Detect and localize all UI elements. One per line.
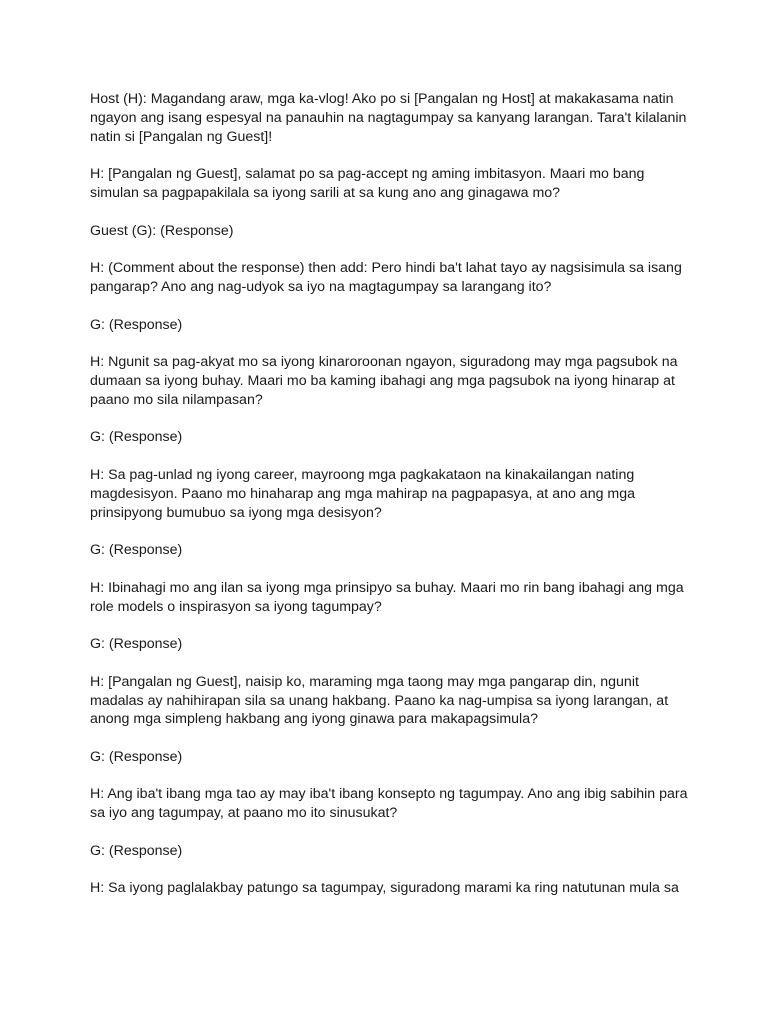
text-line: dumaan sa iyong buhay. Maari mo ba kaming ibahagi ang mga pagsubok na iyong hinarap at	[90, 372, 675, 389]
text-line: H: Ngunit sa pag-akyat mo sa iyong kinaroroonan ngayon, siguradong may mga pagsubok na	[90, 354, 678, 371]
text-line: G: (Response)	[90, 542, 183, 559]
paragraph	[90, 428, 690, 447]
text-line: sa iyo ang tagumpay, at paano mo ito sinusukat?	[90, 805, 398, 822]
paragraph	[90, 785, 690, 823]
paragraph	[90, 316, 690, 335]
text-line: G: (Response)	[90, 429, 183, 446]
text-line: H: [Pangalan ng Guest], salamat po sa pag-accept ng aming imbitasyon. Maari mo bang	[90, 166, 645, 183]
text-line: simulan sa pagpapakilala sa iyong sarili at sa kung ano ang ginagawa mo?	[90, 184, 561, 201]
text-line: Guest (G): (Response)	[90, 222, 234, 239]
text-line: G: (Response)	[90, 842, 183, 859]
text-line: H: Ibinahagi mo ang ilan sa iyong mga prinsipyo sa buhay. Maari mo rin bang ibahagi ang mga	[90, 579, 684, 596]
paragraph	[90, 748, 690, 767]
text-line: H: (Comment about the response) then add: Pero hindi ba't lahat tayo ay nagsisimula sa isang	[90, 260, 682, 277]
text-line: ngayon ang isang espesyal na panauhin na nagtagumpay sa kanyang larangan. Tara't kilalanin	[90, 109, 687, 126]
paragraph	[90, 635, 690, 654]
paragraph	[90, 353, 690, 409]
text-line: paano mo sila nilampasan?	[90, 391, 263, 408]
paragraph	[90, 842, 690, 861]
text-line: H: Ang iba't ibang mga tao ay may iba't ibang konsepto ng tagumpay. Ano ang ibig sabihin para	[90, 786, 688, 803]
text-line: G: (Response)	[90, 316, 183, 333]
document-body	[90, 90, 690, 917]
text-line: H: Sa iyong paglalakbay patungo sa tagumpay, siguradong marami ka ring natutunan mula sa	[90, 880, 679, 897]
text-line: G: (Response)	[90, 748, 183, 765]
text-line: H: Sa pag-unlad ng iyong career, mayroong mga pagkakataon na kinakailangan nating	[90, 466, 635, 483]
text-line: H: [Pangalan ng Guest], naisip ko, maraming mga taong may mga pangarap din, ngunit	[90, 673, 639, 690]
text-line: natin si [Pangalan ng Guest]!	[90, 128, 273, 145]
paragraph	[90, 165, 690, 203]
text-line: prinsipyong bumubuo sa iyong mga desisyon?	[90, 504, 382, 521]
paragraph	[90, 259, 690, 297]
paragraph	[90, 673, 690, 729]
text-line: G: (Response)	[90, 636, 183, 653]
paragraph	[90, 466, 690, 522]
paragraph	[90, 222, 690, 241]
text-line: madalas ay nahihirapan sila sa unang hakbang. Paano ka nag-umpisa sa iyong larangan, at	[90, 692, 669, 709]
paragraph	[90, 879, 690, 898]
text-line: Host (H): Magandang araw, mga ka-vlog! Ako po si [Pangalan ng Host] at makakasama natin	[90, 91, 674, 107]
paragraph	[90, 90, 690, 146]
paragraph	[90, 579, 690, 617]
text-line: magdesisyon. Paano mo hinaharap ang mga mahirap na pagpapasya, at ano ang mga	[90, 485, 636, 502]
text-line: anong mga simpleng hakbang ang iyong ginawa para makapagsimula?	[90, 711, 538, 728]
text-line: role models o inspirasyon sa iyong tagumpay?	[90, 598, 382, 615]
paragraph	[90, 541, 690, 560]
text-line: pangarap? Ano ang nag-udyok sa iyo na magtagumpay sa larangang ito?	[90, 278, 552, 295]
